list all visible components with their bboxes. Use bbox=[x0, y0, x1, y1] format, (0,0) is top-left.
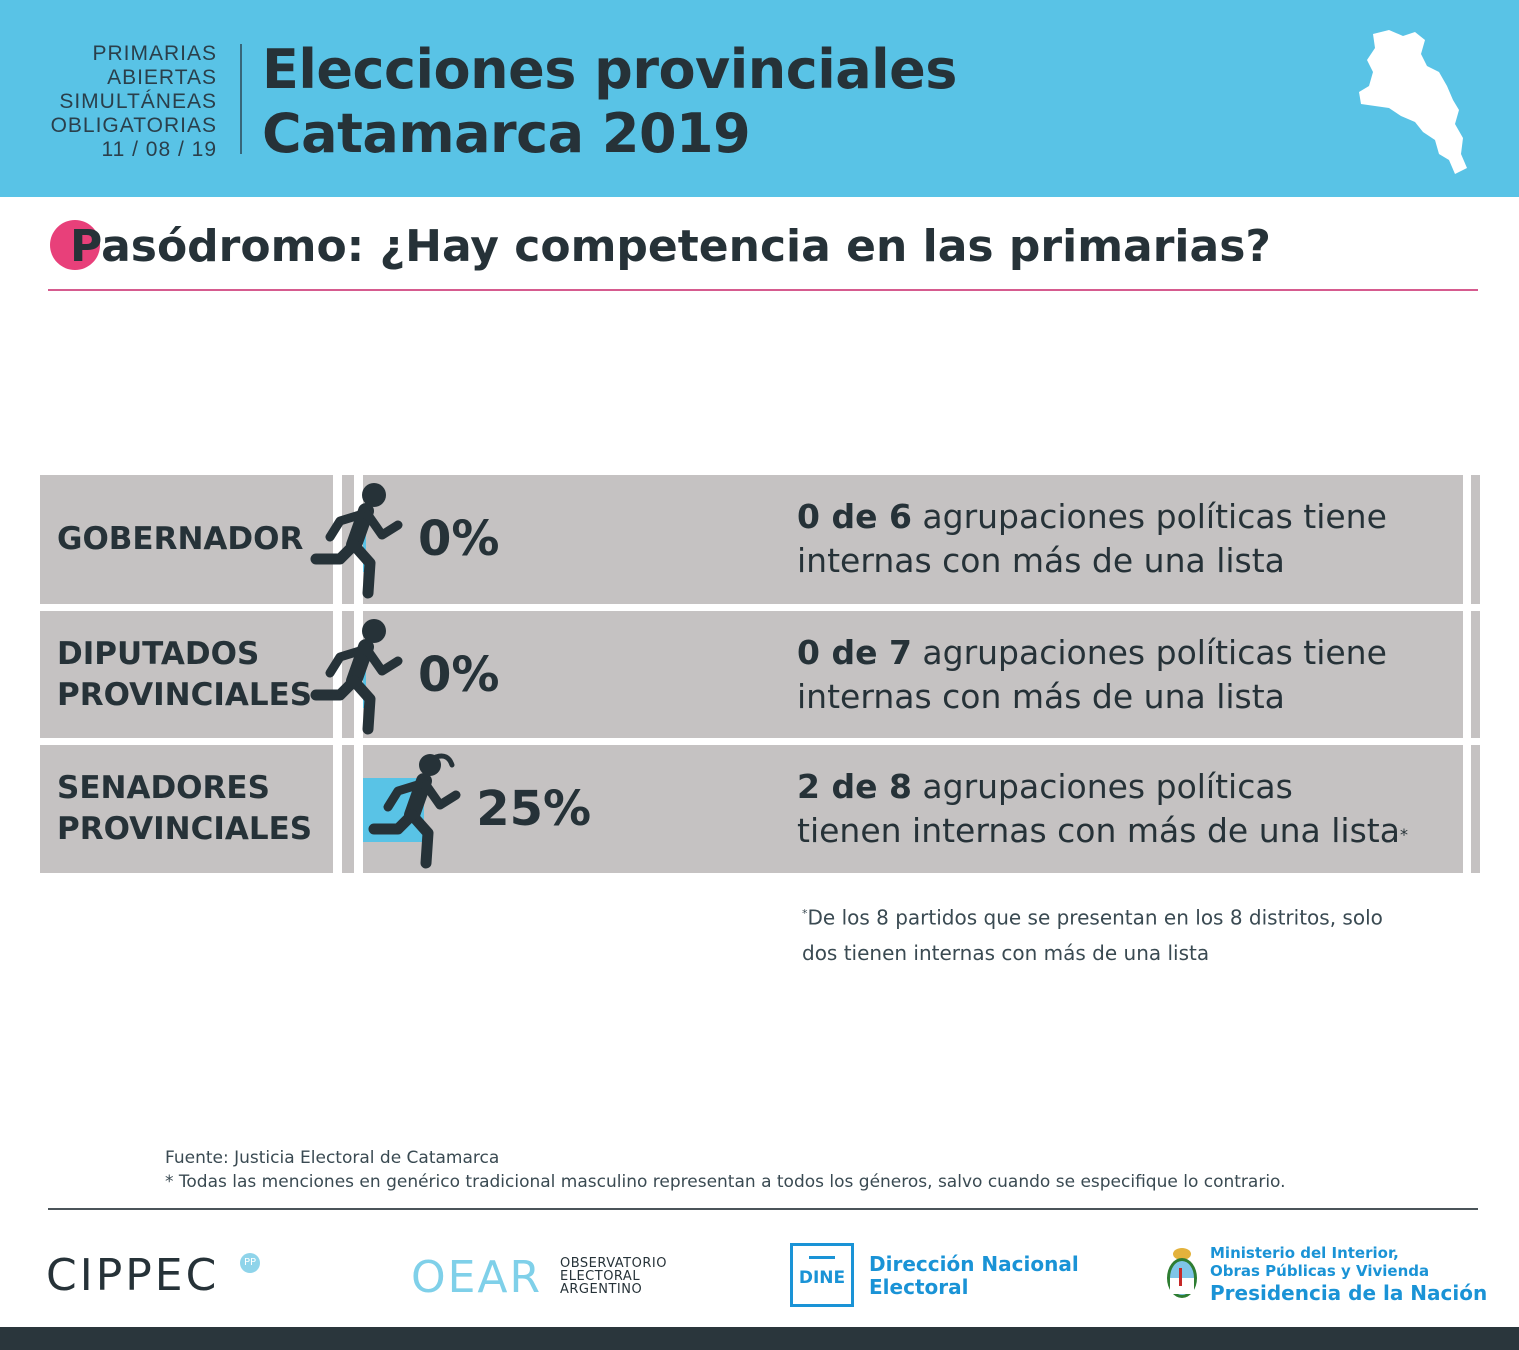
chart-title-text: Pasódromo: ¿Hay competencia en las primarias? bbox=[70, 221, 1271, 272]
footnote-line-2: dos tienen internas con más de una lista bbox=[802, 940, 1210, 965]
catamarca-map-icon bbox=[1355, 28, 1470, 176]
row-description bbox=[797, 765, 1408, 853]
category-label-line: PROVINCIALES bbox=[57, 676, 313, 713]
paso-line: SIMULTÁNEAS bbox=[59, 90, 217, 113]
row-description-line bbox=[797, 539, 1387, 583]
argentina-shield-icon bbox=[1162, 1244, 1202, 1304]
footnote-line-1: De los 8 partidos que se presentan en los 8 distritos, solo bbox=[807, 905, 1383, 930]
chart-footnote bbox=[802, 896, 1383, 971]
category-label-line: SENADORES bbox=[57, 770, 270, 806]
ministry-name bbox=[1210, 1244, 1487, 1306]
oear-line: OBSERVATORIO bbox=[560, 1256, 667, 1271]
paso-label bbox=[51, 42, 217, 162]
footnote-mark: * bbox=[802, 907, 808, 920]
dine-logo-bar bbox=[809, 1256, 835, 1259]
value-label: 0% bbox=[418, 511, 500, 567]
dine-name-line: Dirección Nacional bbox=[869, 1252, 1079, 1276]
dine-logo bbox=[790, 1243, 854, 1307]
title-line-2: Catamarca 2019 bbox=[262, 102, 751, 165]
row-description-line bbox=[797, 631, 1387, 675]
paso-line: OBLIGATORIAS bbox=[50, 114, 217, 137]
row-description-text: agrupaciones políticas tiene bbox=[911, 633, 1387, 672]
row-description-line bbox=[797, 765, 1408, 809]
category-label bbox=[57, 519, 303, 560]
gender-note: * Todas las menciones en genérico tradicional masculino representan a todos los géneros, salvo cuando se especifique lo contrario. bbox=[165, 1172, 1286, 1192]
row-description-text: agrupaciones políticas bbox=[911, 767, 1293, 806]
paso-date: 11 / 08 / 19 bbox=[101, 138, 217, 161]
header-banner bbox=[0, 0, 1519, 197]
category-label-line: DIPUTADOS bbox=[57, 635, 260, 672]
header-divider bbox=[240, 44, 242, 154]
ministry-line: Ministerio del Interior, bbox=[1210, 1244, 1399, 1262]
row-description-count: 0 de 6 bbox=[797, 497, 912, 536]
ministry-presidency: Presidencia de la Nación bbox=[1210, 1281, 1488, 1305]
dine-logo-text: DINE bbox=[798, 1268, 846, 1288]
title-rule bbox=[48, 289, 1478, 291]
row-gap-column bbox=[342, 745, 354, 873]
source-line: Fuente: Justicia Electoral de Catamarca bbox=[165, 1148, 500, 1168]
footnote-mark: * bbox=[1399, 825, 1408, 844]
value-label: 0% bbox=[418, 647, 500, 703]
paso-line: PRIMARIAS bbox=[92, 42, 217, 65]
category-label bbox=[57, 768, 312, 850]
runner-male-icon bbox=[310, 481, 420, 601]
row-description-line bbox=[797, 809, 1408, 853]
oear-line: ELECTORAL bbox=[560, 1269, 641, 1284]
category-label-line: GOBERNADOR bbox=[57, 521, 304, 557]
row-end-column bbox=[1471, 611, 1480, 738]
category-label-line: PROVINCIALES bbox=[57, 811, 313, 847]
paso-line: ABIERTAS bbox=[107, 66, 217, 89]
oear-line: ARGENTINO bbox=[560, 1282, 643, 1297]
row-description-line bbox=[797, 495, 1387, 539]
row-description-count: 0 de 7 bbox=[797, 633, 912, 672]
oear-logo-text bbox=[560, 1257, 667, 1296]
dine-name bbox=[869, 1253, 1079, 1299]
row-description-text: internas con más de una lista bbox=[797, 541, 1285, 580]
row-description-count: 2 de 8 bbox=[797, 767, 912, 806]
ministry-line: Obras Públicas y Vivienda bbox=[1210, 1262, 1430, 1280]
row-end-column bbox=[1471, 475, 1480, 604]
dine-name-line: Electoral bbox=[869, 1275, 969, 1299]
category-label bbox=[57, 634, 312, 716]
runner-female-icon bbox=[368, 751, 478, 871]
bottom-bar bbox=[0, 1327, 1519, 1350]
source-note bbox=[165, 1146, 1286, 1194]
row-description-text: internas con más de una lista bbox=[797, 677, 1285, 716]
title-line-1: Elecciones provinciales bbox=[262, 38, 957, 101]
row-description-text: tienen internas con más de una lista bbox=[797, 811, 1400, 850]
cippec-logo: CIPPEC bbox=[46, 1250, 220, 1301]
footer-rule bbox=[48, 1208, 1478, 1210]
row-description-text: agrupaciones políticas tiene bbox=[911, 497, 1387, 536]
cippec-badge: PP bbox=[240, 1253, 260, 1273]
page-title bbox=[262, 38, 957, 166]
row-description bbox=[797, 631, 1387, 719]
oear-logo: OEAR bbox=[411, 1252, 543, 1303]
row-end-column bbox=[1471, 745, 1480, 873]
value-label: 25% bbox=[476, 781, 592, 837]
row-description-line bbox=[797, 675, 1387, 719]
runner-male-icon bbox=[310, 617, 420, 737]
row-description bbox=[797, 495, 1387, 583]
